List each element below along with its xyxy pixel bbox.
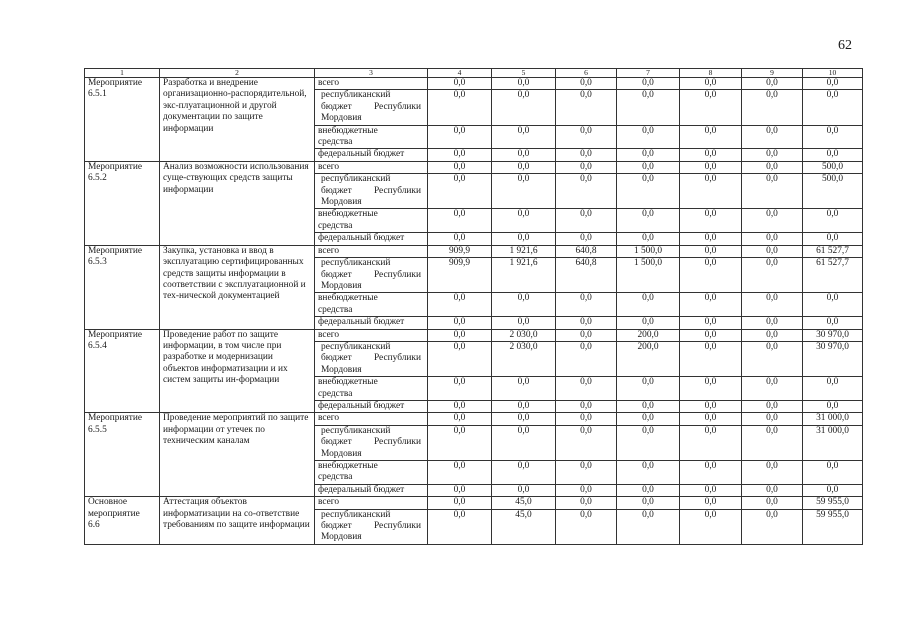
source-label: средства [318,137,353,148]
amount-cell: 0,0 [742,149,803,161]
amount-cell: 0,0 [556,377,617,401]
amount-cell: 2 030,0 [492,341,556,376]
amount-cell: 0,0 [428,484,492,496]
amount-cell: 0,0 [492,90,556,125]
amount-cell: 0,0 [617,484,680,496]
amount-cell: 0,0 [556,329,617,341]
funding-source [315,161,428,173]
source-label-line [318,102,424,113]
activity-code-line: мероприятие [88,508,140,519]
source-label: республиканский [321,425,391,436]
amount-cell: 0,0 [428,413,492,425]
amount-cell: 0,0 [680,258,742,293]
amount-cell: 0,0 [803,149,863,161]
amount-cell: 0,0 [742,377,803,401]
source-label-line [318,186,424,197]
amount-cell: 0,0 [617,90,680,125]
funding-source [315,317,428,329]
amount-cell: 0,0 [803,377,863,401]
funding-source [315,461,428,485]
activity-code-line: 6.6 [88,520,100,531]
amount-cell: 0,0 [617,461,680,485]
amount-cell: 0,0 [492,209,556,233]
column-number: 2 [160,69,315,78]
amount-cell: 0,0 [680,293,742,317]
source-label: всего [318,245,340,256]
amount-cell: 0,0 [556,425,617,460]
activity-code-line: Основное [88,497,128,508]
amount-cell: 0,0 [556,497,617,509]
amount-cell: 0,0 [680,341,742,376]
funding-source [315,174,428,209]
source-label: бюджет [321,353,352,364]
amount-cell: 61 527,7 [803,258,863,293]
amount-cell: 0,0 [428,161,492,173]
source-label: Республики [373,269,421,280]
funding-source [315,400,428,412]
amount-cell: 0,0 [617,509,680,544]
amount-cell: 0,0 [428,149,492,161]
source-label: федеральный бюджет [318,233,405,244]
source-label: бюджет [321,269,352,280]
source-label: Республики [373,353,421,364]
amount-cell: 0,0 [556,149,617,161]
funding-source [315,425,428,460]
amount-cell: 0,0 [617,125,680,149]
amount-cell: 0,0 [680,377,742,401]
column-number: 1 [85,69,160,78]
amount-cell: 30 970,0 [803,329,863,341]
amount-cell: 0,0 [803,233,863,245]
amount-cell: 0,0 [742,413,803,425]
amount-cell: 0,0 [428,329,492,341]
source-label: Республики [373,101,421,112]
amount-cell: 0,0 [492,174,556,209]
source-label: внебюджетные [318,377,378,388]
funding-source [315,245,428,257]
amount-cell: 200,0 [617,329,680,341]
amount-cell: 0,0 [492,317,556,329]
amount-cell: 45,0 [492,497,556,509]
amount-cell: 0,0 [492,293,556,317]
amount-cell: 0,0 [803,209,863,233]
column-number: 7 [617,69,680,78]
funding-source [315,293,428,317]
column-number: 3 [315,69,428,78]
amount-cell: 0,0 [492,161,556,173]
source-label: Мордовия [321,113,362,124]
activity-name: Разработка и внедрение организационно-распорядительной, экс-плуатационной и другой документации по защите информации [160,78,315,162]
source-label: всего [318,497,340,508]
amount-cell: 0,0 [428,341,492,376]
amount-cell: 0,0 [492,149,556,161]
source-label: Мордовия [321,448,362,459]
activity-code [85,161,160,245]
activity-code-line: Мероприятие [88,161,143,172]
source-label: всего [318,78,340,88]
amount-cell: 909,9 [428,245,492,257]
amount-cell: 0,0 [742,90,803,125]
amount-cell: 0,0 [556,209,617,233]
amount-cell: 0,0 [742,341,803,376]
source-label-line [318,270,424,281]
amount-cell: 0,0 [803,317,863,329]
activity-name: Проведение мероприятий по защите информации от утечек по техническим каналам [160,413,315,497]
amount-cell: 0,0 [680,209,742,233]
source-label: Республики [373,521,421,532]
amount-cell: 909,9 [428,258,492,293]
amount-cell: 0,0 [428,377,492,401]
amount-cell: 200,0 [617,341,680,376]
funding-source [315,78,428,90]
source-label: средства [318,220,353,231]
amount-cell: 1 921,6 [492,258,556,293]
source-label-line [318,521,424,532]
column-number: 4 [428,69,492,78]
amount-cell: 0,0 [428,461,492,485]
source-label: федеральный бюджет [318,317,405,328]
amount-cell: 59 955,0 [803,497,863,509]
funding-source [315,377,428,401]
amount-cell: 31 000,0 [803,413,863,425]
amount-cell: 0,0 [742,233,803,245]
source-label: Мордовия [321,197,362,208]
amount-cell: 0,0 [617,293,680,317]
source-label: Мордовия [321,280,362,291]
funding-source [315,125,428,149]
amount-cell: 0,0 [617,174,680,209]
amount-cell: 0,0 [556,413,617,425]
source-label: всего [318,413,340,424]
source-label: бюджет [321,101,352,112]
amount-cell: 0,0 [680,317,742,329]
table-row [85,161,863,173]
column-number: 10 [803,69,863,78]
source-label: бюджет [321,521,352,532]
column-number: 5 [492,69,556,78]
source-label: средства [318,388,353,399]
amount-cell: 0,0 [803,293,863,317]
amount-cell: 0,0 [428,209,492,233]
source-label-line [318,353,424,364]
amount-cell: 0,0 [556,174,617,209]
funding-source [315,90,428,125]
amount-cell: 0,0 [556,461,617,485]
source-label: Республики [373,185,421,196]
source-label: бюджет [321,437,352,448]
table-row [85,329,863,341]
amount-cell: 0,0 [680,174,742,209]
amount-cell: 0,0 [492,413,556,425]
amount-cell: 0,0 [556,484,617,496]
amount-cell: 0,0 [803,461,863,485]
amount-cell: 0,0 [680,149,742,161]
activity-code-line: Мероприятие [88,413,143,424]
amount-cell: 0,0 [680,497,742,509]
activity-code [85,413,160,497]
amount-cell: 59 955,0 [803,509,863,544]
funding-source [315,329,428,341]
activity-code [85,245,160,329]
amount-cell: 0,0 [617,425,680,460]
amount-cell: 0,0 [617,400,680,412]
table-row [85,413,863,425]
amount-cell: 0,0 [742,461,803,485]
source-label: внебюджетные [318,461,378,471]
source-label: федеральный бюджет [318,400,405,411]
activity-code-line: Мероприятие [88,329,143,340]
column-number: 6 [556,69,617,78]
source-label: федеральный бюджет [318,149,405,160]
source-label: республиканский [321,90,391,101]
amount-cell: 61 527,7 [803,245,863,257]
activity-name: Аттестация объектов информатизации на со-ответствие требованиям по защите информации [160,497,315,545]
amount-cell: 0,0 [680,78,742,90]
amount-cell: 0,0 [556,400,617,412]
activity-code-line: 6.5.3 [88,257,107,268]
activity-code-line: 6.5.5 [88,424,107,435]
amount-cell: 45,0 [492,509,556,544]
activity-code [85,78,160,162]
activity-code [85,329,160,413]
amount-cell: 0,0 [803,90,863,125]
amount-cell: 0,0 [492,484,556,496]
amount-cell: 0,0 [556,78,617,90]
page-number: 62 [838,38,852,53]
table-row [85,78,863,90]
amount-cell: 0,0 [492,425,556,460]
source-label: всего [318,329,340,340]
activity-name: Анализ возможности использования суще-ствующих средств защиты информации [160,161,315,245]
amount-cell: 0,0 [803,484,863,496]
amount-cell: 0,0 [680,233,742,245]
amount-cell: 0,0 [742,509,803,544]
amount-cell: 0,0 [803,78,863,90]
amount-cell: 0,0 [556,317,617,329]
amount-cell: 0,0 [742,209,803,233]
amount-cell: 1 921,6 [492,245,556,257]
amount-cell: 0,0 [556,233,617,245]
amount-cell: 0,0 [617,78,680,90]
amount-cell: 0,0 [556,293,617,317]
source-label: республиканский [321,258,391,269]
column-number: 8 [680,69,742,78]
source-label: республиканский [321,509,391,520]
funding-source [315,209,428,233]
source-label: бюджет [321,185,352,196]
amount-cell: 0,0 [428,497,492,509]
amount-cell: 0,0 [556,90,617,125]
funding-source [315,233,428,245]
funding-source [315,509,428,544]
amount-cell: 0,0 [742,497,803,509]
amount-cell: 0,0 [492,233,556,245]
amount-cell: 0,0 [617,149,680,161]
activity-name: Проведение работ по защите информации, в том числе при разработке и модернизации объектов информатизации и их систем защиты ин-формации [160,329,315,413]
amount-cell: 640,8 [556,258,617,293]
amount-cell: 0,0 [680,413,742,425]
amount-cell: 0,0 [617,233,680,245]
amount-cell: 0,0 [492,461,556,485]
amount-cell: 0,0 [556,341,617,376]
amount-cell: 0,0 [428,293,492,317]
amount-cell: 0,0 [617,377,680,401]
source-label: внебюджетные [318,293,378,304]
amount-cell: 0,0 [556,161,617,173]
amount-cell: 0,0 [428,400,492,412]
funding-source [315,484,428,496]
amount-cell: 0,0 [742,425,803,460]
funding-source [315,258,428,293]
amount-cell: 0,0 [680,329,742,341]
amount-cell: 0,0 [742,258,803,293]
amount-cell: 0,0 [680,161,742,173]
amount-cell: 0,0 [742,484,803,496]
budget-table [84,68,863,545]
amount-cell: 0,0 [428,90,492,125]
amount-cell: 0,0 [742,174,803,209]
table-body [85,69,863,545]
activity-code-line: Мероприятие [88,245,143,256]
activity-code-line: Мероприятие [88,78,143,88]
amount-cell: 0,0 [742,125,803,149]
table-row [85,245,863,257]
source-label: Мордовия [321,532,362,543]
source-label-line [318,437,424,448]
amount-cell: 0,0 [492,377,556,401]
activity-code-line: 6.5.4 [88,340,107,351]
amount-cell: 0,0 [742,293,803,317]
amount-cell: 0,0 [617,413,680,425]
amount-cell: 500,0 [803,161,863,173]
funding-source [315,341,428,376]
amount-cell: 0,0 [428,125,492,149]
amount-cell: 0,0 [680,90,742,125]
amount-cell: 0,0 [742,400,803,412]
source-label: федеральный бюджет [318,484,405,495]
amount-cell: 0,0 [617,317,680,329]
source-label: республиканский [321,341,391,352]
source-label: внебюджетные [318,209,378,220]
amount-cell: 0,0 [803,400,863,412]
amount-cell: 0,0 [492,78,556,90]
amount-cell: 640,8 [556,245,617,257]
activity-name: Закупка, установка и ввод в эксплуатацию сертифицированных средств защиты информации в соответствии с эксплуатационной и тех-нической документацией [160,245,315,329]
amount-cell: 0,0 [492,125,556,149]
amount-cell: 0,0 [428,317,492,329]
amount-cell: 500,0 [803,174,863,209]
amount-cell: 0,0 [680,461,742,485]
amount-cell: 0,0 [742,161,803,173]
table-row [85,497,863,509]
amount-cell: 0,0 [428,509,492,544]
amount-cell: 0,0 [556,509,617,544]
column-number-row [85,69,863,78]
activity-code-line: 6.5.2 [88,173,107,184]
amount-cell: 0,0 [680,425,742,460]
amount-cell: 0,0 [428,174,492,209]
amount-cell: 0,0 [617,161,680,173]
amount-cell: 1 500,0 [617,258,680,293]
funding-source [315,413,428,425]
amount-cell: 30 970,0 [803,341,863,376]
amount-cell: 0,0 [428,425,492,460]
amount-cell: 0,0 [680,509,742,544]
amount-cell: 0,0 [803,125,863,149]
amount-cell: 0,0 [428,233,492,245]
source-label: средства [318,304,353,315]
amount-cell: 2 030,0 [492,329,556,341]
funding-source [315,149,428,161]
amount-cell: 0,0 [680,484,742,496]
source-label: Республики [373,437,421,448]
amount-cell: 0,0 [742,78,803,90]
amount-cell: 0,0 [556,125,617,149]
activity-code [85,497,160,545]
source-label: Мордовия [321,364,362,375]
amount-cell: 0,0 [680,400,742,412]
amount-cell: 0,0 [680,125,742,149]
source-label: республиканский [321,174,391,185]
amount-cell: 0,0 [428,78,492,90]
column-number: 9 [742,69,803,78]
source-label: средства [318,472,353,483]
activity-code-line: 6.5.1 [88,89,107,100]
source-label: внебюджетные [318,125,378,136]
amount-cell: 0,0 [680,245,742,257]
funding-source [315,497,428,509]
amount-cell: 31 000,0 [803,425,863,460]
amount-cell: 0,0 [742,317,803,329]
amount-cell: 0,0 [742,245,803,257]
amount-cell: 0,0 [742,329,803,341]
source-label: всего [318,161,340,172]
amount-cell: 0,0 [492,400,556,412]
amount-cell: 0,0 [617,497,680,509]
amount-cell: 1 500,0 [617,245,680,257]
amount-cell: 0,0 [617,209,680,233]
